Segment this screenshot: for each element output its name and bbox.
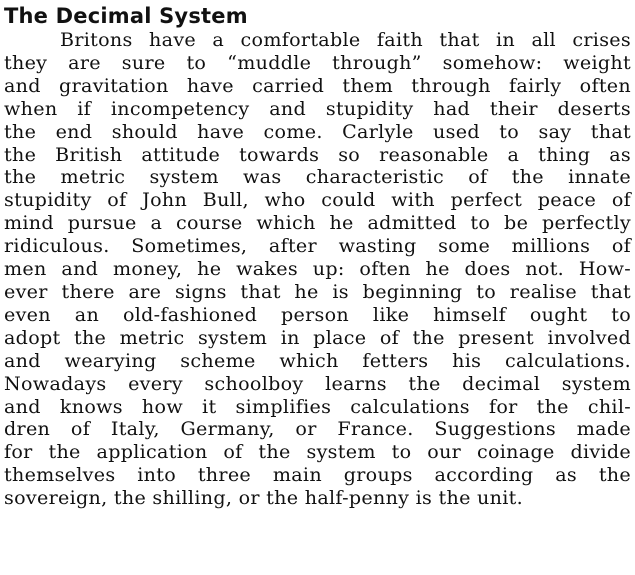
text-line: and knows how it simplifies calculations for the chil- [4, 394, 631, 418]
text-line: themselves into three main groups according as the [4, 463, 631, 487]
text-line: adopt the metric system in place of the present involved [4, 325, 631, 349]
text-line: even an old-fashioned person like himself ought to [4, 302, 631, 326]
text-line: Nowadays every schoolboy learns the decimal system [4, 371, 631, 395]
text-line: the metric system was characteristic of the innate [4, 165, 631, 189]
text-line: when if incompetency and stupidity had their deserts [4, 96, 631, 120]
text-line: they are sure to “muddle through” somehow: weight [4, 50, 631, 74]
text-line: mind pursue a course which he admitted to be perfectly [4, 211, 631, 235]
text-line: men and money, he wakes up: often he does not. How- [4, 257, 631, 281]
text-line: dren of Italy, Germany, or France. Suggestions made [4, 417, 631, 441]
article-title: The Decimal System [4, 4, 248, 28]
text-line: the end should have come. Carlyle used to say that [4, 119, 631, 143]
text-line: and wearying scheme which fetters his calculations. [4, 348, 631, 372]
text-line: the British attitude towards so reasonable a thing as [4, 142, 631, 166]
text-line: for the application of the system to our coinage divide [4, 440, 631, 464]
text-line: stupidity of John Bull, who could with perfect peace of [4, 188, 631, 212]
text-line: ridiculous. Sometimes, after wasting some millions of [4, 234, 631, 258]
text-line: ever there are signs that he is beginning to realise that [4, 279, 631, 303]
text-line: and gravitation have carried them through fairly often [4, 73, 631, 97]
article-body [4, 29, 631, 510]
text-line: Britons have a comfortable faith that in all crises [60, 28, 631, 51]
text-line: sovereign, the shilling, or the half-penny is the unit. [4, 486, 523, 510]
